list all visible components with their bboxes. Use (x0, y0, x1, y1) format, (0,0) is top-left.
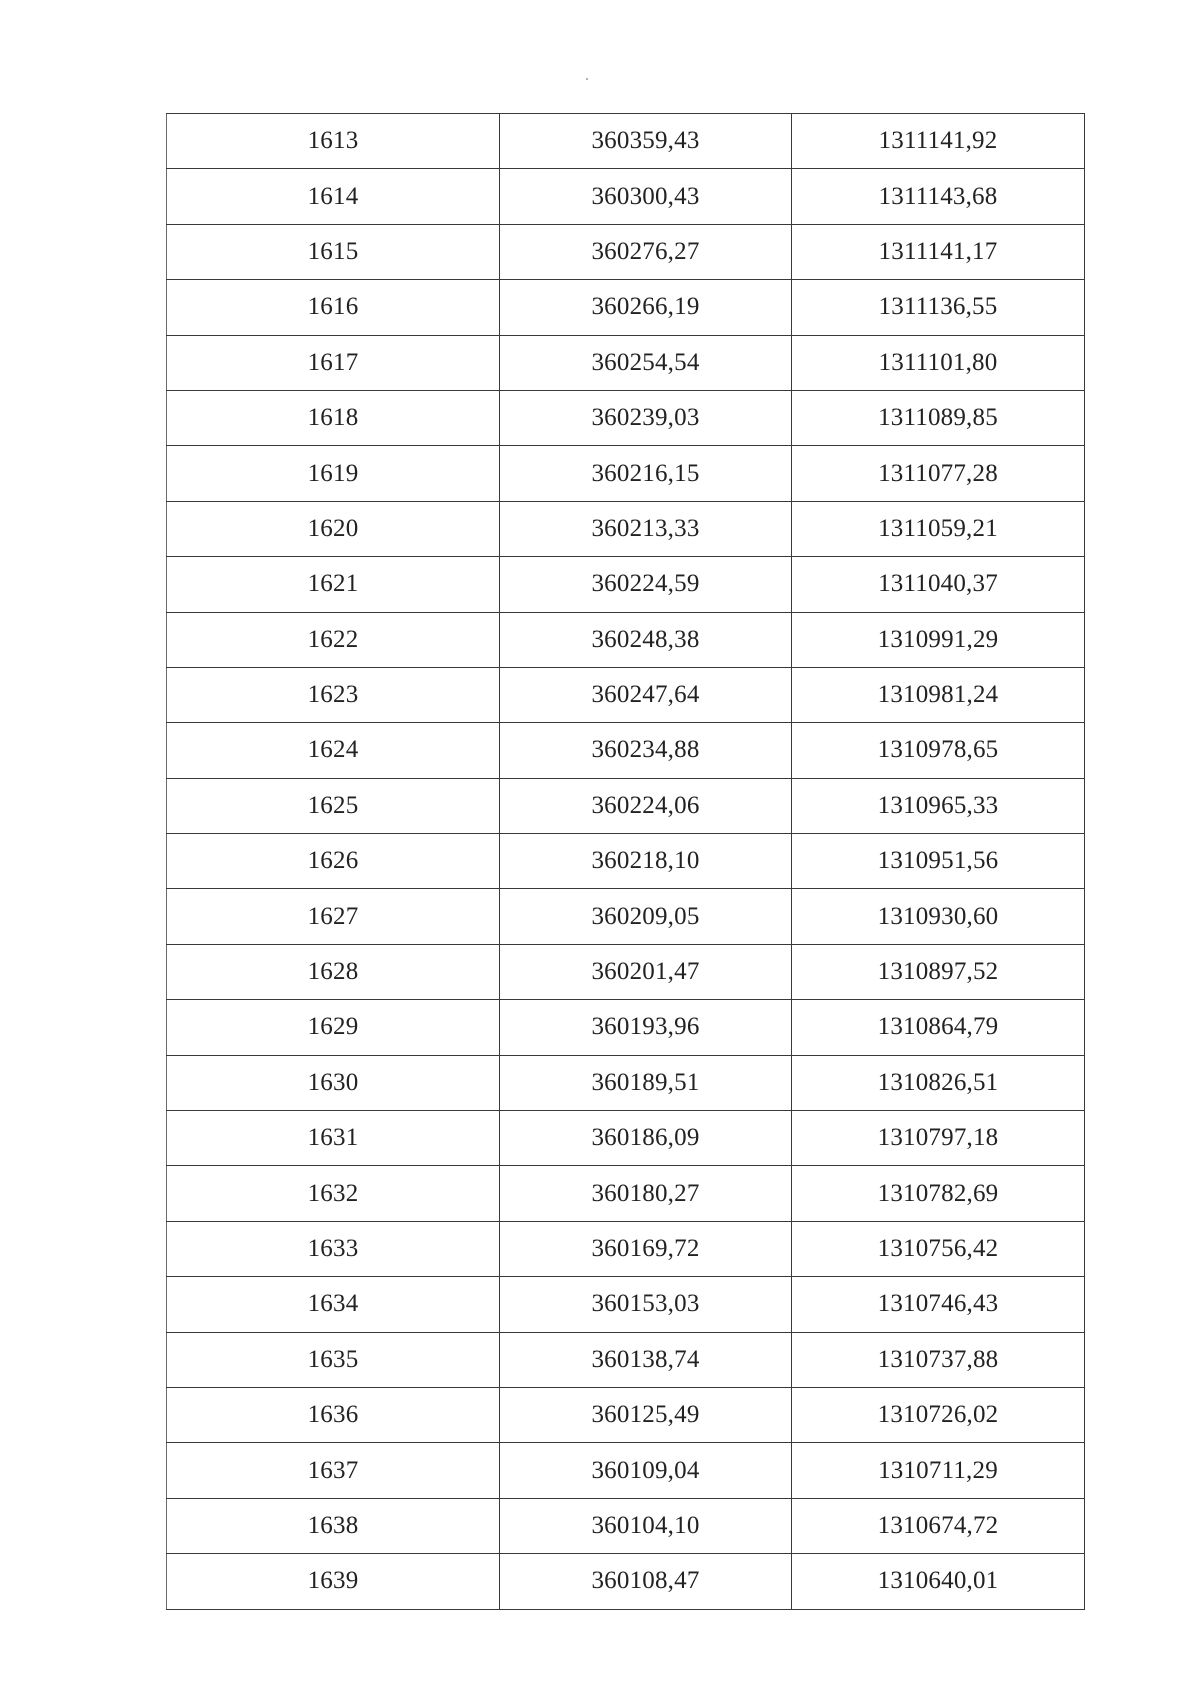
point-number-cell: 1623 (167, 667, 500, 722)
x-coordinate-cell: 360153,03 (500, 1277, 792, 1332)
point-number-cell: 1633 (167, 1221, 500, 1276)
y-coordinate-cell: 1310991,29 (792, 612, 1085, 667)
point-number-cell: 1614 (167, 169, 500, 224)
y-coordinate-cell: 1310826,51 (792, 1055, 1085, 1110)
y-coordinate-cell: 1310726,02 (792, 1387, 1085, 1442)
x-coordinate-cell: 360213,33 (500, 501, 792, 556)
page-speck (586, 78, 588, 80)
x-coordinate-cell: 360239,03 (500, 390, 792, 445)
point-number-cell: 1634 (167, 1277, 500, 1332)
point-number-cell: 1627 (167, 889, 500, 944)
table-row (167, 1111, 1085, 1166)
table-row (167, 390, 1085, 445)
x-coordinate-cell: 360224,59 (500, 557, 792, 612)
table-row (167, 1221, 1085, 1276)
table-row (167, 169, 1085, 224)
x-coordinate-cell: 360193,96 (500, 1000, 792, 1055)
y-coordinate-cell: 1311040,37 (792, 557, 1085, 612)
table-row (167, 723, 1085, 778)
x-coordinate-cell: 360276,27 (500, 224, 792, 279)
y-coordinate-cell: 1310756,42 (792, 1221, 1085, 1276)
point-number-cell: 1632 (167, 1166, 500, 1221)
y-coordinate-cell: 1310930,60 (792, 889, 1085, 944)
table-row (167, 224, 1085, 279)
table-row (167, 1055, 1085, 1110)
coordinates-table-body (167, 114, 1085, 1610)
point-number-cell: 1620 (167, 501, 500, 556)
x-coordinate-cell: 360104,10 (500, 1498, 792, 1553)
point-number-cell: 1638 (167, 1498, 500, 1553)
x-coordinate-cell: 360254,54 (500, 335, 792, 390)
table-row (167, 1332, 1085, 1387)
y-coordinate-cell: 1310981,24 (792, 667, 1085, 722)
table-row (167, 1498, 1085, 1553)
y-coordinate-cell: 1310711,29 (792, 1443, 1085, 1498)
point-number-cell: 1618 (167, 390, 500, 445)
y-coordinate-cell: 1310978,65 (792, 723, 1085, 778)
table-row (167, 1166, 1085, 1221)
table-row (167, 557, 1085, 612)
y-coordinate-cell: 1310797,18 (792, 1111, 1085, 1166)
x-coordinate-cell: 360248,38 (500, 612, 792, 667)
x-coordinate-cell: 360109,04 (500, 1443, 792, 1498)
y-coordinate-cell: 1310951,56 (792, 834, 1085, 889)
y-coordinate-cell: 1310640,01 (792, 1554, 1085, 1609)
y-coordinate-cell: 1310897,52 (792, 944, 1085, 999)
y-coordinate-cell: 1311143,68 (792, 169, 1085, 224)
table-row (167, 114, 1085, 169)
table-row (167, 446, 1085, 501)
x-coordinate-cell: 360186,09 (500, 1111, 792, 1166)
table-row (167, 1277, 1085, 1332)
x-coordinate-cell: 360108,47 (500, 1554, 792, 1609)
y-coordinate-cell: 1310674,72 (792, 1498, 1085, 1553)
table-row (167, 667, 1085, 722)
x-coordinate-cell: 360218,10 (500, 834, 792, 889)
y-coordinate-cell: 1310737,88 (792, 1332, 1085, 1387)
point-number-cell: 1613 (167, 114, 500, 169)
y-coordinate-cell: 1311077,28 (792, 446, 1085, 501)
point-number-cell: 1631 (167, 1111, 500, 1166)
y-coordinate-cell: 1311101,80 (792, 335, 1085, 390)
point-number-cell: 1621 (167, 557, 500, 612)
x-coordinate-cell: 360266,19 (500, 280, 792, 335)
point-number-cell: 1636 (167, 1387, 500, 1442)
point-number-cell: 1624 (167, 723, 500, 778)
table-row (167, 612, 1085, 667)
y-coordinate-cell: 1310965,33 (792, 778, 1085, 833)
point-number-cell: 1637 (167, 1443, 500, 1498)
point-number-cell: 1616 (167, 280, 500, 335)
x-coordinate-cell: 360125,49 (500, 1387, 792, 1442)
point-number-cell: 1615 (167, 224, 500, 279)
y-coordinate-cell: 1311141,17 (792, 224, 1085, 279)
point-number-cell: 1635 (167, 1332, 500, 1387)
point-number-cell: 1617 (167, 335, 500, 390)
point-number-cell: 1622 (167, 612, 500, 667)
x-coordinate-cell: 360247,64 (500, 667, 792, 722)
x-coordinate-cell: 360216,15 (500, 446, 792, 501)
point-number-cell: 1629 (167, 1000, 500, 1055)
x-coordinate-cell: 360201,47 (500, 944, 792, 999)
point-number-cell: 1626 (167, 834, 500, 889)
point-number-cell: 1630 (167, 1055, 500, 1110)
x-coordinate-cell: 360189,51 (500, 1055, 792, 1110)
point-number-cell: 1628 (167, 944, 500, 999)
table-row (167, 944, 1085, 999)
y-coordinate-cell: 1311136,55 (792, 280, 1085, 335)
y-coordinate-cell: 1311141,92 (792, 114, 1085, 169)
table-row (167, 501, 1085, 556)
y-coordinate-cell: 1311059,21 (792, 501, 1085, 556)
y-coordinate-cell: 1310746,43 (792, 1277, 1085, 1332)
x-coordinate-cell: 360300,43 (500, 169, 792, 224)
table-row (167, 889, 1085, 944)
x-coordinate-cell: 360138,74 (500, 1332, 792, 1387)
x-coordinate-cell: 360169,72 (500, 1221, 792, 1276)
table-row (167, 778, 1085, 833)
table-row (167, 280, 1085, 335)
table-row (167, 1000, 1085, 1055)
table-row (167, 1554, 1085, 1609)
table-row (167, 1387, 1085, 1442)
x-coordinate-cell: 360209,05 (500, 889, 792, 944)
x-coordinate-cell: 360234,88 (500, 723, 792, 778)
point-number-cell: 1639 (167, 1554, 500, 1609)
y-coordinate-cell: 1310864,79 (792, 1000, 1085, 1055)
x-coordinate-cell: 360180,27 (500, 1166, 792, 1221)
point-number-cell: 1625 (167, 778, 500, 833)
x-coordinate-cell: 360224,06 (500, 778, 792, 833)
x-coordinate-cell: 360359,43 (500, 114, 792, 169)
table-row (167, 335, 1085, 390)
y-coordinate-cell: 1310782,69 (792, 1166, 1085, 1221)
table-row (167, 1443, 1085, 1498)
coordinates-table (166, 113, 1085, 1610)
point-number-cell: 1619 (167, 446, 500, 501)
table-row (167, 834, 1085, 889)
y-coordinate-cell: 1311089,85 (792, 390, 1085, 445)
